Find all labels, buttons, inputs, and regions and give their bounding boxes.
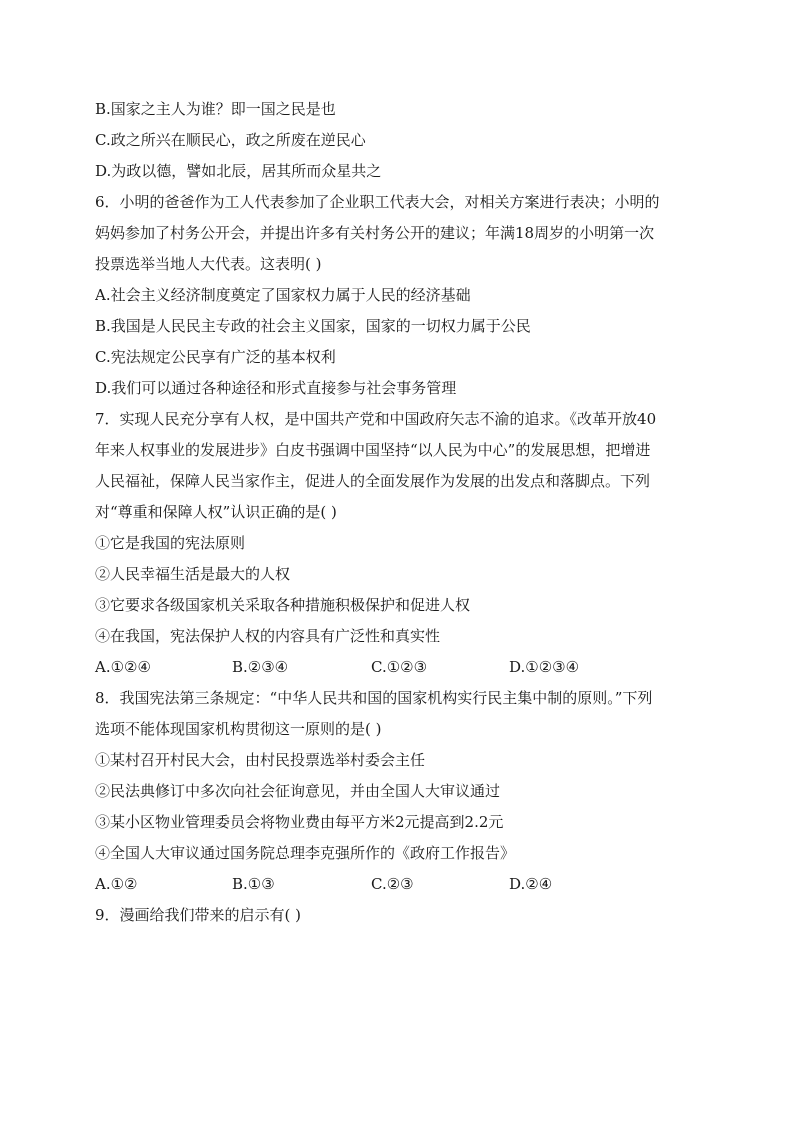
q7-stem-line: 7．实现人民充分享有人权，是中国共产党和中国政府矢志不渝的追求。《改革开放40 bbox=[95, 410, 657, 428]
q8-statement: ③某小区物业管理委员会将物业费由每平方米2元提高到2.2元 bbox=[95, 813, 504, 831]
q7-statement: ④在我国，宪法保护人权的内容具有广泛性和真实性 bbox=[95, 627, 441, 645]
q7-choice-a: A.①②④ bbox=[95, 658, 151, 676]
q9-stem: 9．漫画给我们带来的启示有( ) bbox=[95, 906, 302, 924]
q6-option-c: C.宪法规定公民享有广泛的基本权利 bbox=[95, 348, 336, 366]
q6-stem-line: 妈妈参加了村务公开会，并提出许多有关村务公开的建议；年满18周岁的小明第一次 bbox=[95, 224, 655, 242]
q6-option-a: A.社会主义经济制度奠定了国家权力属于人民的经济基础 bbox=[95, 286, 471, 304]
q7-statement: ③它要求各级国家机关采取各种措施积极保护和促进人权 bbox=[95, 596, 471, 614]
q7-statement: ②人民幸福生活是最大的人权 bbox=[95, 565, 291, 583]
q6-stem-line: 投票选举当地人大代表。这表明( ) bbox=[95, 255, 322, 273]
q5-option-d: D.为政以德，譬如北辰，居其所而众星共之 bbox=[95, 162, 382, 180]
q8-choices bbox=[95, 869, 705, 900]
q8-choice-b: B.①③ bbox=[232, 875, 275, 893]
q7-stem-line: 对“尊重和保障人权”认识正确的是( ) bbox=[95, 503, 337, 521]
q7-statement: ①它是我国的宪法原则 bbox=[95, 534, 246, 552]
q8-choice-c: C.②③ bbox=[371, 875, 414, 893]
q6-stem-line: 6．小明的爸爸作为工人代表参加了企业职工代表大会，对相关方案进行表决；小明的 bbox=[95, 193, 660, 211]
q7-choice-c: C.①②③ bbox=[371, 658, 428, 676]
q7-choice-b: B.②③④ bbox=[232, 658, 289, 676]
q7-stem-line: 年来人权事业的发展进步》白皮书强调中国坚持“以人民为中心”的发展思想，把增进 bbox=[95, 441, 651, 459]
q8-stem-line: 8．我国宪法第三条规定：“中华人民共和国的国家机构实行民主集中制的原则。”下列 bbox=[95, 689, 653, 707]
q8-statement: ②民法典修订中多次向社会征询意见，并由全国人大审议通过 bbox=[95, 782, 501, 800]
q8-statement: ④全国人大审议通过国务院总理李克强所作的《政府工作报告》 bbox=[95, 844, 516, 862]
q8-choice-d: D.②④ bbox=[509, 875, 553, 893]
q8-stem-line: 选项不能体现国家机构贯彻这一原则的是( ) bbox=[95, 720, 382, 738]
q7-choices bbox=[95, 652, 705, 683]
q6-option-d: D.我们可以通过各种途径和形式直接参与社会事务管理 bbox=[95, 379, 457, 397]
q5-option-b: B.国家之主人为谁？即一国之民是也 bbox=[95, 100, 336, 118]
q7-stem-line: 人民福祉，保障人民当家作主，促进人的全面发展作为发展的出发点和落脚点。下列 bbox=[95, 472, 651, 490]
q6-option-b: B.我国是人民民主专政的社会主义国家，国家的一切权力属于公民 bbox=[95, 317, 531, 335]
q8-choice-a: A.①② bbox=[95, 875, 138, 893]
q5-option-c: C.政之所兴在顺民心，政之所废在逆民心 bbox=[95, 131, 366, 149]
question-content bbox=[95, 94, 705, 931]
q7-choice-d: D.①②③④ bbox=[509, 658, 580, 676]
q8-statement: ①某村召开村民大会，由村民投票选举村委会主任 bbox=[95, 751, 426, 769]
